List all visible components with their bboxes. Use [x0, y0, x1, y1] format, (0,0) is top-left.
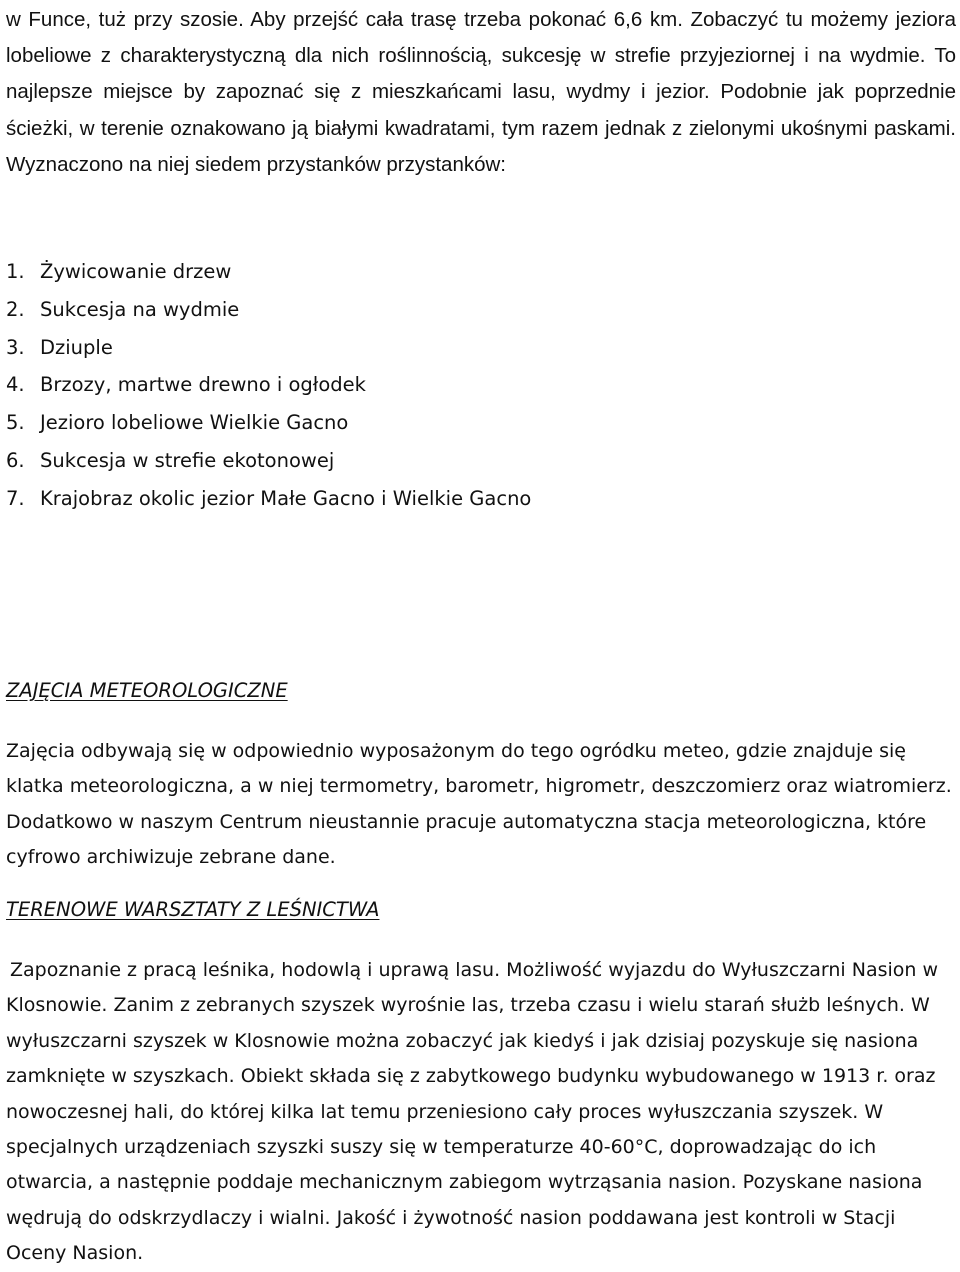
list-item-label: Krajobraz okolic jezior Małe Gacno i Wielkie Gacno — [40, 486, 532, 510]
section-heading-forestry: TERENOWE WARSZTATY Z LEŚNICTWA — [6, 898, 380, 921]
list-item — [6, 291, 531, 329]
forestry-paragraph: Zapoznanie z pracą leśnika, hodowlą i uprawą lasu. Możliwość wyjazdu do Wyłuszczarni Nasion w Klosnowie. Zanim z zebranych szyszek wyrośnie las, trzeba czasu i wielu starań służb leśnych. W wyłuszczarni szyszek w Klosnowie można zobaczyć jak kiedyś i jak dzisiaj pozyskuje się nasiona zamknięte w szyszkach. Obiekt składa się z zabytkowego budynku wybudowanego w 1913 r. oraz nowoczesnej hali, do której kilka lat temu przeniesiono cały proces wyłuszczania szyszek. W specjalnych urządzeniach szyszki suszy się w temperaturze 40-60°C, doprowadzając do ich otwarcia, a następnie poddaje mechanicznym zabiegom wytrząsania nasion. Pozyskane nasiona wędrują do odskrzydlaczy i wialni. Jakość i żywotność nasion poddawana jest kontroli w Stacji Oceny Nasion. — [6, 959, 939, 1265]
list-item — [6, 253, 531, 291]
list-item — [6, 366, 531, 404]
list-item-number: 4. — [6, 373, 25, 397]
list-item — [6, 329, 531, 367]
intro-paragraph: w Funce, tuż przy szosie. Aby przejść cała trasę trzeba pokonać 6,6 km. Zobaczyć tu możemy jeziora lobeliowe z charakterystyczną dla nich roślinnością, sukcesję w strefie przyjeziornej i na wydmie. To najlepsze miejsce by zapoznać się z mieszkańcami lasu, wydmy i jezior. Podobnie jak poprzednie ścieżki, w terenie oznakowano ją białymi kwadratami, tym razem jednak z zielonymi ukośnymi paskami. Wyznaczono na niej siedem przystanków przystanków: — [6, 8, 956, 176]
list-item-number: 6. — [6, 448, 25, 472]
list-item-label: Sukcesja na wydmie — [40, 297, 240, 321]
section-heading-meteorology: ZAJĘCIA METEOROLOGICZNE — [6, 679, 288, 702]
list-item-number: 5. — [6, 411, 25, 435]
list-item — [6, 442, 531, 480]
list-item-label: Brzozy, martwe drewno i ogłodek — [40, 373, 366, 397]
list-item — [6, 404, 531, 442]
list-item-number: 7. — [6, 486, 25, 510]
list-item-label: Dziuple — [40, 335, 113, 359]
list-item-number: 2. — [6, 297, 25, 321]
list-item-label: Jezioro lobeliowe Wielkie Gacno — [40, 411, 349, 435]
list-item-number: 1. — [6, 260, 25, 283]
list-item — [6, 480, 531, 518]
stops-list — [6, 253, 531, 518]
meteorology-paragraph: Zajęcia odbywają się w odpowiednio wyposażonym do tego ogródku meteo, gdzie znajduje się klatka meteorologiczna, a w niej termometry, barometr, higrometr, deszczomierz oraz wiatromierz. Dodatkowo w naszym Centrum nieustannie pracuje automatyczna stacja meteorologiczna, które cyfrowo archiwizuje zebrane dane. — [6, 740, 952, 869]
list-item-label: Żywicowanie drzew — [40, 260, 232, 283]
list-item-number: 3. — [6, 335, 25, 359]
list-item-label: Sukcesja w strefie ekotonowej — [40, 448, 335, 472]
